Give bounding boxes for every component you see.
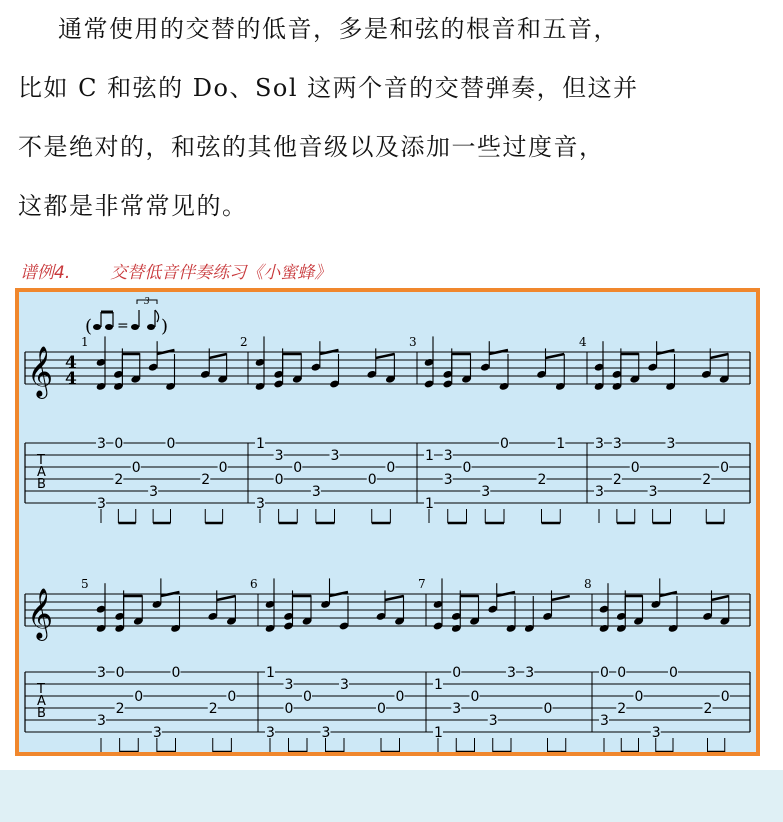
tab-fret-number: 3 [595,436,604,452]
tab-fret-number: 2 [612,472,622,488]
tab-fret-number: 1 [556,436,566,452]
tab-fret-number: 3 [256,496,265,512]
tab-fret-number: 0 [669,665,678,681]
tab-fret-number: 0 [274,472,284,488]
measure-number: 2 [240,335,248,349]
music-score [19,292,756,752]
tab-fret-number: 0 [377,701,386,717]
swing-note-head [131,324,139,330]
tab-fret-number: 3 [648,484,658,500]
tab-fret-number: 1 [434,677,443,693]
tab-clef-letter: A [37,465,46,480]
measure-number: 7 [418,577,426,591]
example-label: 谱例4. [20,263,71,283]
staff-beam [710,354,728,358]
tab-fret-number: 2 [208,701,218,717]
measure-number: 3 [409,335,417,349]
tab-fret-number: 3 [595,484,604,500]
tab-fret-number: 2 [114,472,124,488]
staff-beam [546,354,565,358]
staff-beam [385,596,404,600]
tab-fret-number: 0 [171,665,181,681]
tab-clef-letter: B [37,477,46,492]
measure-number: 4 [579,335,587,349]
paragraph-line: 不是绝对的，和弦的其他音级以及添加一些过度音， [18,133,605,161]
tab-fret-number: 0 [303,689,312,705]
tab-fret-number: 1 [256,436,265,452]
measure-number: 6 [250,577,258,591]
tab-fret-number: 3 [284,677,294,693]
tab-fret-number: 2 [115,701,125,717]
triplet-number: 3 [144,297,150,307]
staff-beam [552,596,570,600]
measure-number: 5 [81,577,89,591]
time-signature-bottom: 4 [65,369,77,389]
swing-note-head [147,324,155,330]
tab-fret-number: 1 [425,448,434,464]
tab-clef-letter: T [37,682,45,697]
tab-fret-number: 3 [525,665,535,681]
tab-fret-number: 3 [97,436,106,452]
tab-fret-number: 3 [666,436,676,452]
tab-fret-number: 3 [340,677,349,693]
tab-fret-number: 0 [284,701,294,717]
staff-beam [712,596,729,600]
tab-clef-letter: T [37,453,45,468]
tab-fret-number: 0 [600,665,609,681]
tab-fret-number: 3 [443,448,453,464]
tab-fret-number: 0 [131,460,141,476]
tab-fret-number: 3 [488,713,498,729]
tab-fret-number: 3 [321,725,331,741]
tab-clef-letter: A [37,694,46,709]
tab-fret-number: 1 [434,725,443,741]
tab-fret-number: 3 [152,725,162,741]
tab-fret-number: 3 [266,725,275,741]
tab-fret-number: 0 [218,460,228,476]
tab-fret-number: 3 [443,472,453,488]
tab-fret-number: 0 [543,701,553,717]
tab-fret-number: 0 [395,689,405,705]
tab-fret-number: 0 [452,665,462,681]
tab-fret-number: 3 [149,484,159,500]
paragraph-line: 通常使用的交替的低音，多是和弦的根音和五音， [58,15,619,43]
tab-fret-number: 0 [634,689,644,705]
tab-fret-number: 3 [330,448,340,464]
tab-fret-number: 3 [481,484,491,500]
swing-paren-open: ( [85,316,93,337]
tab-fret-number: 0 [462,460,472,476]
tab-fret-number: 0 [386,460,396,476]
body-paragraph [18,0,778,236]
tab-fret-number: 2 [617,701,627,717]
tab-fret-number: 0 [720,689,730,705]
tab-fret-number: 0 [617,665,627,681]
tab-fret-number: 0 [114,436,124,452]
staff-beam [376,354,395,358]
tab-fret-number: 0 [500,436,509,452]
tab-fret-number: 0 [720,460,730,476]
tab-fret-number: 3 [97,496,106,512]
tab-fret-number: 1 [425,496,434,512]
swing-paren-close: ) [161,316,169,337]
tab-fret-number: 0 [630,460,640,476]
swing-note-head [93,324,101,330]
tab-fret-number: 3 [507,665,516,681]
tab-fret-number: 0 [367,472,377,488]
tab-fret-number: 3 [452,701,462,717]
treble-clef-icon: 𝄞 [27,346,54,397]
tab-fret-number: 3 [600,713,609,729]
tab-fret-number: 3 [97,665,106,681]
tab-fret-number: 0 [470,689,480,705]
tab-fret-number: 0 [293,460,303,476]
tab-fret-number: 3 [274,448,284,464]
tab-fret-number: 1 [266,665,275,681]
swing-note-head [105,324,113,330]
tab-fret-number: 3 [651,725,661,741]
staff-beam [217,596,236,600]
example-caption [20,258,331,283]
tab-fret-number: 2 [702,472,712,488]
page-bottom-band [0,770,783,822]
tab-fret-number: 0 [115,665,125,681]
measure-number: 1 [81,335,89,349]
tab-fret-number: 3 [612,436,622,452]
tab-fret-number: 3 [97,713,106,729]
time-signature-top: 4 [65,353,77,373]
paragraph-line: 这都是非常常见的。 [18,192,248,220]
treble-clef-icon: 𝄞 [27,588,54,639]
swing-equals: = [117,318,129,334]
tab-fret-number: 2 [703,701,713,717]
paragraph-line: 比如 C 和弦的 Do、Sol 这两个音的交替弹奏，但这并 [18,74,639,102]
tab-fret-number: 0 [227,689,237,705]
measure-number: 8 [584,577,592,591]
tab-fret-number: 0 [166,436,176,452]
tab-fret-number: 2 [201,472,211,488]
staff-beam [209,354,226,358]
tab-fret-number: 0 [134,689,144,705]
score-figure [15,288,760,756]
tab-fret-number: 3 [311,484,321,500]
example-title: 交替低音伴奏练习《小蜜蜂》 [110,263,332,283]
tab-clef-letter: B [37,706,46,721]
tab-fret-number: 2 [537,472,547,488]
